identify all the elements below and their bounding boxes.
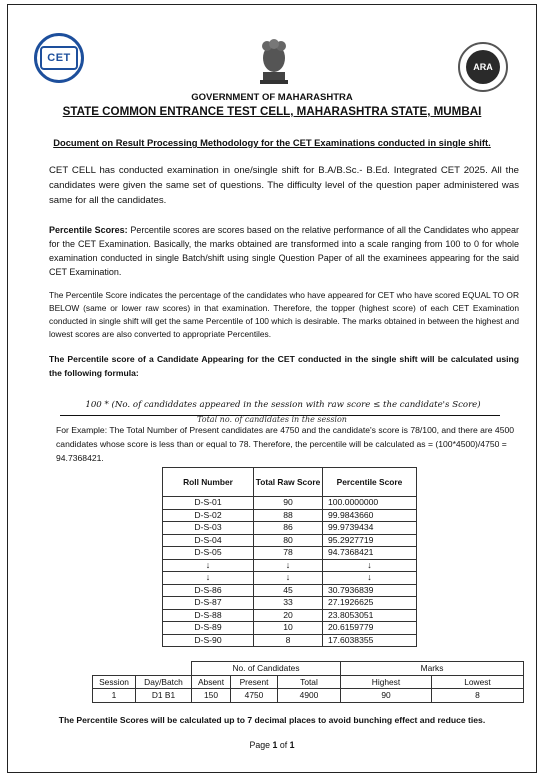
roll-cell: D-S-86	[163, 584, 254, 597]
blank-cell	[93, 662, 192, 676]
cet-logo-text: CET	[40, 46, 78, 70]
present-value: 4750	[231, 689, 278, 703]
percentile-label: Percentile Scores:	[49, 225, 128, 235]
percentile-text: Percentile scores are scores based on the relative performance of all the Candidates who appear for the CET Examination. Basically, the marks obtained are transformed into a scale ranging from 100 to 0 for whole examination conducted in single Batch/shift using single Question Paper of all the examinees appearing for the said CET Examination.	[49, 225, 519, 277]
percentile-cell: 99.9843660	[323, 509, 417, 522]
table-row	[163, 534, 417, 547]
down-arrow-icon: ↓	[254, 559, 323, 572]
summary-header-row	[93, 675, 524, 689]
roll-cell: D-S-90	[163, 634, 254, 647]
percentile-score-table	[162, 467, 417, 647]
score-cell: 33	[254, 597, 323, 610]
percentile-cell: 23.8053051	[323, 609, 417, 622]
down-arrow-icon: ↓	[323, 559, 417, 572]
header-roll-number: Roll Number	[163, 468, 254, 497]
score-cell: 86	[254, 522, 323, 535]
roll-cell: D-S-04	[163, 534, 254, 547]
header-session: Session	[93, 675, 136, 689]
total-value: 4900	[278, 689, 341, 703]
summary-data-row	[93, 689, 524, 703]
page-number	[8, 740, 536, 750]
score-cell: 78	[254, 547, 323, 560]
ara-logo	[458, 42, 508, 92]
percentile-cell: 17.6038355	[323, 634, 417, 647]
government-heading: GOVERNMENT OF MAHARASHTRA	[191, 92, 353, 103]
page-label: Page	[249, 740, 273, 750]
table-row	[163, 497, 417, 510]
table-row	[163, 547, 417, 560]
lowest-value: 8	[432, 689, 524, 703]
highest-value: 90	[341, 689, 432, 703]
page-current: 1	[272, 740, 278, 750]
roll-cell: D-S-01	[163, 497, 254, 510]
roll-cell: D-S-05	[163, 547, 254, 560]
score-cell: 80	[254, 534, 323, 547]
header-highest: Highest	[341, 675, 432, 689]
percentile-cell: 94.7368421	[323, 547, 417, 560]
header-lowest: Lowest	[432, 675, 524, 689]
day-batch-value: D1 B1	[136, 689, 192, 703]
header-total: Total	[278, 675, 341, 689]
percentile-cell: 100.0000000	[323, 497, 417, 510]
header-absent: Absent	[192, 675, 231, 689]
score-cell: 8	[254, 634, 323, 647]
intro-paragraph: CET CELL has conducted examination in one/single shift for B.A/B.Sc.- B.Ed. Integrated CET 2025. All the candidates were given the same set of questions. The difficulty level of the question paper administered was same for all the candidates.	[49, 165, 519, 206]
percentile-cell: 30.7936839	[323, 584, 417, 597]
percentile-paragraph	[49, 223, 519, 279]
document-page	[7, 4, 537, 773]
header-day-batch: Day/Batch	[136, 675, 192, 689]
table-row	[163, 572, 417, 585]
down-arrow-icon: ↓	[163, 572, 254, 585]
roll-cell: D-S-02	[163, 509, 254, 522]
indicates-paragraph: The Percentile Score indicates the percentage of the candidates who have appeared for CET who have scored EQUAL TO OR BELOW (same or lower raw scores) in that examination. Therefore, the topper (highest score) of each CET Examination conducted in single shift will get the same Percentile of 100 which is desirable. The marks obtained in between the highest and lowest scores are also converted to appropriate Percentiles.	[49, 290, 519, 339]
table-row	[163, 597, 417, 610]
roll-cell: D-S-89	[163, 622, 254, 635]
decimal-note: The Percentile Scores will be calculated up to 7 decimal places to avoid bunching effect and reduce ties.	[58, 715, 486, 725]
table-row	[163, 634, 417, 647]
score-cell: 10	[254, 622, 323, 635]
score-cell: 20	[254, 609, 323, 622]
percentile-cell: 99.9739434	[323, 522, 417, 535]
formula-denominator: Total no. of candidates in the session	[197, 415, 347, 424]
percentile-cell: 20.6159779	[323, 622, 417, 635]
score-cell: 45	[254, 584, 323, 597]
example-paragraph: For Example: The Total Number of Present candidates are 4750 and the candidate's score is 78/100, and there are 4500 candidates whose score is less than or equal to 78. Therefore, the percentile will be calculated as = (100*4500)/4750 = 94.7368421.	[56, 425, 515, 463]
session-value: 1	[93, 689, 136, 703]
absent-value: 150	[192, 689, 231, 703]
header-total-raw-score: Total Raw Score	[254, 468, 323, 497]
national-emblem-icon	[255, 36, 293, 86]
score-cell: 88	[254, 509, 323, 522]
roll-cell: D-S-87	[163, 597, 254, 610]
session-summary-table	[92, 661, 524, 703]
group-marks: Marks	[341, 662, 524, 676]
formula-numerator: 100 * (No. of candiddates appeared in the session with raw score ≤ the candidate's Score)	[85, 400, 481, 410]
group-no-of-candidates: No. of Candidates	[192, 662, 341, 676]
document-title: Document on Result Processing Methodology for the CET Examinations conducted in single shift.	[53, 137, 491, 148]
roll-cell: D-S-88	[163, 609, 254, 622]
page-total: 1	[289, 740, 295, 750]
summary-group-row	[93, 662, 524, 676]
table-row	[163, 609, 417, 622]
page-of: of	[277, 740, 290, 750]
header-present: Present	[231, 675, 278, 689]
down-arrow-icon: ↓	[323, 572, 417, 585]
table-row	[163, 559, 417, 572]
cet-logo	[34, 33, 84, 83]
down-arrow-icon: ↓	[163, 559, 254, 572]
down-arrow-icon: ↓	[254, 572, 323, 585]
table-row	[163, 584, 417, 597]
table-row	[163, 522, 417, 535]
table-row	[163, 509, 417, 522]
table-row	[163, 622, 417, 635]
ara-logo-text: ARA	[466, 50, 500, 84]
formula-intro: The Percentile score of a Candidate Appearing for the CET conducted in the single shift will be calculated using the following formula:	[49, 354, 519, 378]
roll-cell: D-S-03	[163, 522, 254, 535]
percentile-cell: 95.2927719	[323, 534, 417, 547]
header-percentile-score: Percentile Score	[323, 468, 417, 497]
percentile-cell: 27.1926625	[323, 597, 417, 610]
cell-heading: STATE COMMON ENTRANCE TEST CELL, MAHARASHTRA STATE, MUMBAI	[62, 105, 482, 118]
score-cell: 90	[254, 497, 323, 510]
